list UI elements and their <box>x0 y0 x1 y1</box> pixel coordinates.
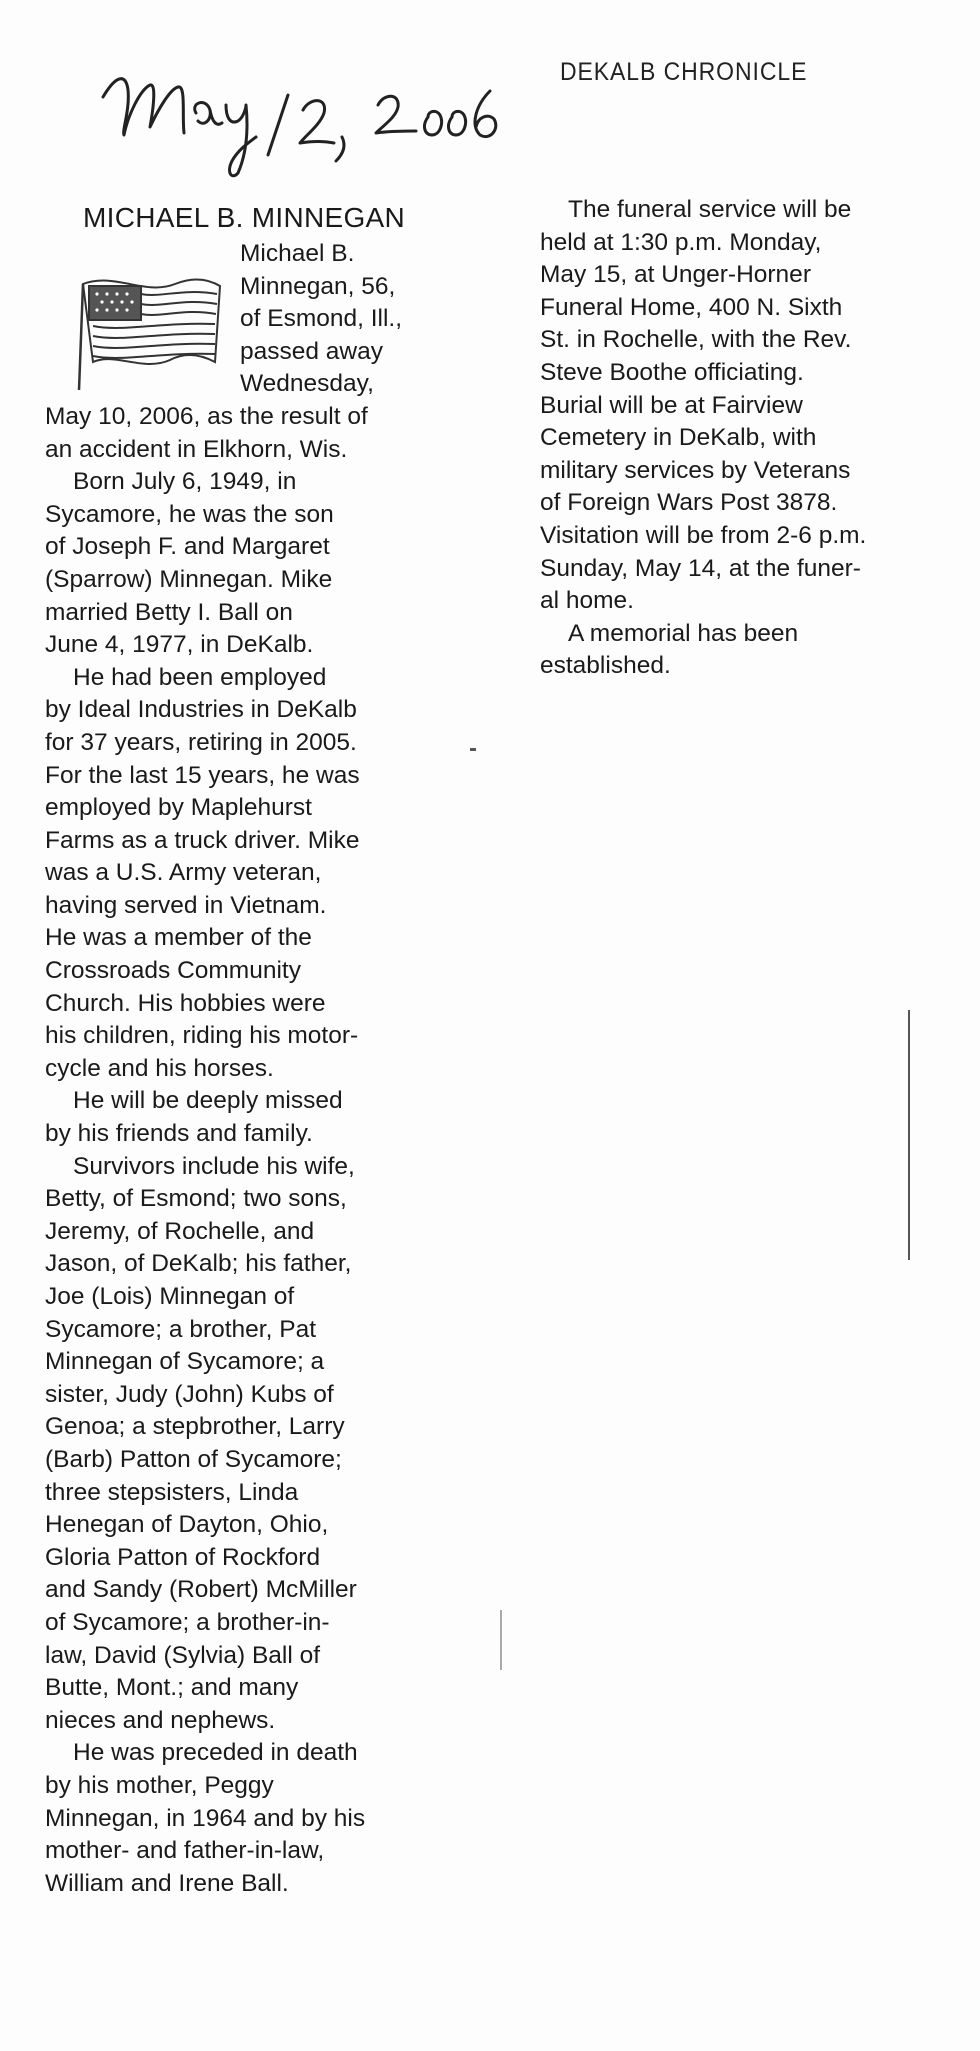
survivors-paragraph: Survivors include his wife, Betty, of Esmond; two sons, Jeremy, of Rochelle, and Jason, of DeKalb; his father, Joe (Lois) Minnegan of Sycamore; a brother, Pat Minnegan of Sycamore; a sister, Judy (John) Kubs of Genoa; a stepbrother, Larry (Barb) Patton of Sycamore; three stepsisters, Linda Henegan of Dayton, Ohio, Gloria Patton of Rockford and Sandy (Robert) McMiller of Sycamore; a brother-in- law, David (Sylvia) Ball of Butte, Mont.; and many nieces and nephews. <box>45 1152 357 1734</box>
intro-paragraph-wrapped: Michael B. Minnegan, 56, of Esmond, Ill., passed away Wednesday, <box>240 240 403 398</box>
handwritten-date-text: May 12, 2006 <box>98 55 105 56</box>
career-paragraph: He had been employed by Ideal Industries in DeKalb for 37 years, retiring in 2005. For the last 15 years, he was employed by Maplehurst Farms as a truck driver. Mike was a U.S. Army veteran, having served in Vietnam. He was a member of the Crossroads Community Church. His hobbies were his children, riding his motor- cycle and his horses. <box>45 663 360 1082</box>
birth-paragraph: Born July 6, 1949, in Sycamore, he was the son of Joseph F. and Margaret (Sparrow) Minnegan. Mike married Betty I. Ball on June 4, 1977, in DeKalb. <box>45 468 334 659</box>
obituary-headline: MICHAEL B. MINNEGAN <box>83 202 406 233</box>
american-flag-icon <box>75 244 225 394</box>
obituary-right-column <box>540 194 940 683</box>
intro-paragraph-continued: May 10, 2006, as the result of an accident in Elkhorn, Wis. <box>45 402 368 463</box>
obituary-left-column <box>45 200 505 1900</box>
service-paragraph: The funeral service will be held at 1:30 p.m. Monday, May 15, at Unger-Horner Funeral Home, 400 N. Sixth St. in Rochelle, with the Rev. Steve Boothe officiating. Burial will be at Fairview Cemetery in DeKalb, with military services by Veterans of Foreign Wars Post 3878. Visitation will be from 2-6 p.m. Sunday, May 14, at the funer- al home. <box>540 196 867 615</box>
scan-artifact-line <box>500 1610 502 1670</box>
handwritten-date-annotation <box>98 55 538 180</box>
publication-masthead: DEKALB CHRONICLE <box>560 58 808 86</box>
preceded-paragraph: He was preceded in death by his mother, Peggy Minnegan, in 1964 and by his mother- and father-in-law, William and Irene Ball. <box>45 1739 366 1897</box>
missed-paragraph: He will be deeply missed by his friends and family. <box>45 1087 343 1148</box>
scan-artifact-dot <box>470 748 476 751</box>
scan-artifact-line <box>908 1010 910 1260</box>
memorial-paragraph: A memorial has been established. <box>540 619 799 680</box>
